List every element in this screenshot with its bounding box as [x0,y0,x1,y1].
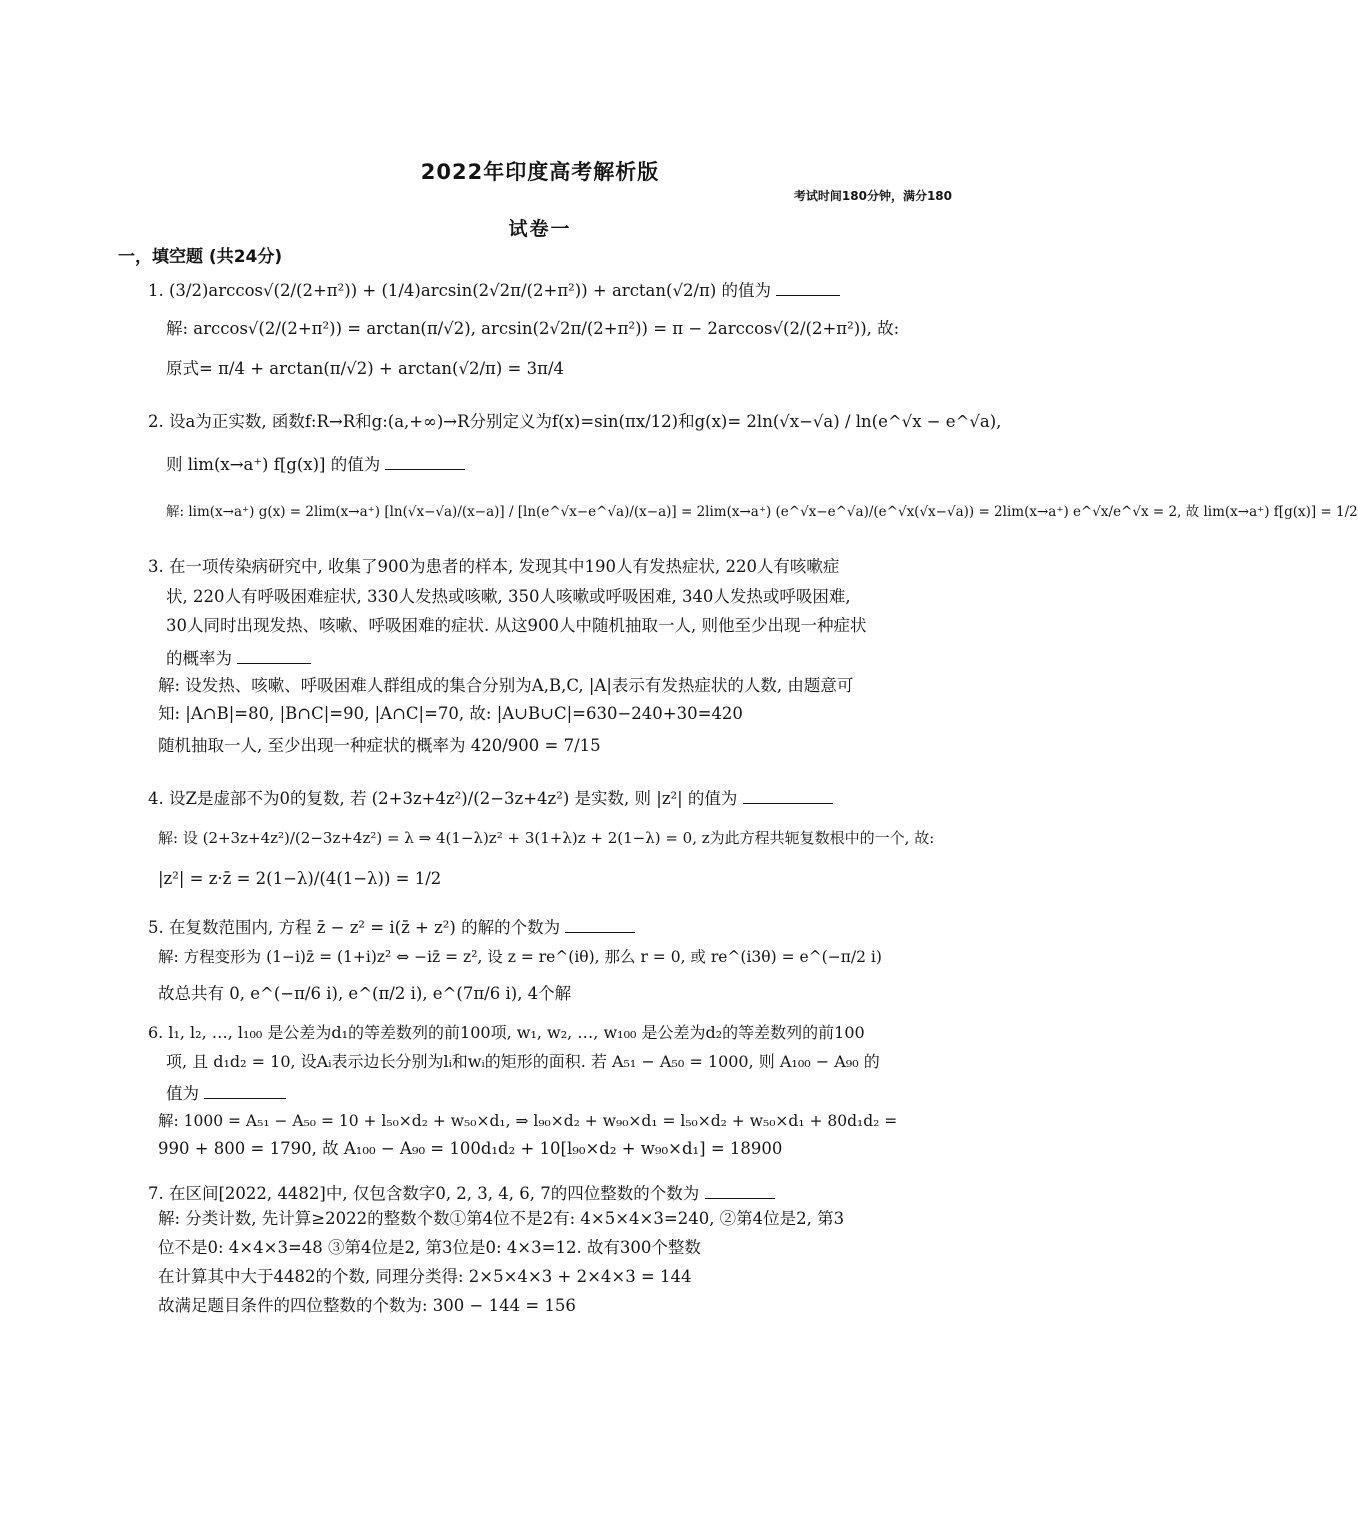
solution-line: 解: 方程变形为 (1−i)z̄ = (1+i)z² ⇔ −iz̄ = z², 设 z = re^(iθ), 那么 r = 0, 或 re^(i3θ) = e^(−π/2 i) [158,948,882,966]
solution-line: 解: 设 (2+3z+4z²)/(2−3z+4z²) = λ ⇒ 4(1−λ)z² + 3(1+λ)z + 2(1−λ) = 0, z为此方程共轭复数根中的一个, 故: [158,829,935,847]
solution-line: 故总共有 0, e^(−π/6 i), e^(π/2 i), e^(7π/6 i), 4个解 [158,984,572,1003]
solution-line: 解: lim(x→a⁺) g(x) = 2lim(x→a⁺) [ln(√x−√a)/(x−a)] / [ln(e^√x−e^√a)/(x−a)] = 2lim(x→a⁺) (e^√x−e^√a)/(e^√x(√x−√a)) = 2lim(x→a⁺) e^√x/e^√x = 2, 故 lim(x→a⁺) f[g(x)] = 1/2 [166,504,1358,520]
answer-blank [776,277,840,296]
solution-line: 知: |A∩B|=80, |B∩C|=90, |A∩C|=70, 故: |A∪B∪C|=630−240+30=420 [158,704,743,723]
paper-subtitle: 试卷一 [508,218,572,240]
section-heading: 一，填空题 (共24分) [118,247,283,267]
question-line [148,914,635,939]
question-line [166,1080,286,1105]
question-line: 2. 设a为正实数, 函数f:R→R和g:(a,+∞)→R分别定义为f(x)=sin(πx/12)和g(x)= 2ln(√x−√a) / ln(e^√x − e^√a), [148,412,1002,431]
solution-line: 解: 分类计数, 先计算≥2022的整数个数①第4位不是2有: 4×5×4×3=240, ②第4位是2, 第3 [158,1209,845,1228]
question-line [148,785,833,810]
line-text: 1. (3/2)arccos√(2/(2+π²)) + (1/4)arcsin(2√2π/(2+π²)) + arctan(√2/π) 的值为 [148,281,772,300]
question-line [166,645,311,670]
question-line [148,1180,775,1205]
solution-line: 在计算其中大于4482的个数, 同理分类得: 2×5×4×3 + 2×4×3 = 144 [158,1267,692,1286]
answer-blank [385,451,465,470]
question-line [166,451,465,476]
solution-line: 解: arccos√(2/(2+π²)) = arctan(π/√2), arcsin(2√2π/(2+π²)) = π − 2arccos√(2/(2+π²)), 故: [166,319,900,338]
exam-info: 考试时间180分钟，满分180 [793,189,952,203]
solution-line: 解: 1000 = A₅₁ − A₅₀ = 10 + l₅₀×d₂ + w₅₀×d₁, ⇒ l₉₀×d₂ + w₉₀×d₁ = l₅₀×d₂ + w₅₀×d₁ + 80d₁d₂ = [158,1112,898,1130]
answer-blank [204,1080,286,1099]
question-line: 6. l₁, l₂, …, l₁₀₀ 是公差为d₁的等差数列的前100项, w₁, w₂, …, w₁₀₀ 是公差为d₂的等差数列的前100 [148,1023,865,1042]
question-line: 状, 220人有呼吸困难症状, 330人发热或咳嗽, 350人咳嗽或呼吸困难, 340人发热或呼吸困难, [166,587,851,606]
solution-line: 随机抽取一人, 至少出现一种症状的概率为 420/900 = 7/15 [158,736,601,755]
line-text: 4. 设Z是虚部不为0的复数, 若 (2+3z+4z²)/(2−3z+4z²) 是实数, 则 |z²| 的值为 [148,789,738,808]
solution-line: 故满足题目条件的四位整数的个数为: 300 − 144 = 156 [158,1296,576,1315]
line-text: 5. 在复数范围内, 方程 z̄ − z² = i(z̄ + z²) 的解的个数为 [148,918,561,937]
line-text: 值为 [166,1084,199,1103]
solution-line: |z²| = z·z̄ = 2(1−λ)/(4(1−λ)) = 1/2 [158,869,442,888]
answer-blank [705,1180,775,1199]
page-title: 2022年印度高考解析版 [420,160,660,184]
question-line: 30人同时出现发热、咳嗽、呼吸困难的症状. 从这900人中随机抽取一人, 则他至少出现一种症状 [166,616,867,635]
solution-line: 位不是0: 4×4×3=48 ③第4位是2, 第3位是0: 4×3=12. 故有300个整数 [158,1238,701,1257]
solution-line: 990 + 800 = 1790, 故 A₁₀₀ − A₉₀ = 100d₁d₂ + 10[l₉₀×d₂ + w₉₀×d₁] = 18900 [158,1139,783,1158]
line-text: 则 lim(x→a⁺) f[g(x)] 的值为 [166,455,381,474]
question-line: 3. 在一项传染病研究中, 收集了900为患者的样本, 发现其中190人有发热症状, 220人有咳嗽症 [148,557,840,576]
answer-blank [743,785,833,804]
line-text: 的概率为 [166,649,232,668]
solution-line: 原式= π/4 + arctan(π/√2) + arctan(√2/π) = 3π/4 [166,359,565,378]
question-line [148,277,840,302]
solution-line: 解: 设发热、咳嗽、呼吸困难人群组成的集合分别为A,B,C, |A|表示有发热症状的人数, 由题意可 [158,676,854,695]
question-line: 项, 且 d₁d₂ = 10, 设Aᵢ表示边长分别为lᵢ和wᵢ的矩形的面积. 若 A₅₁ − A₅₀ = 1000, 则 A₁₀₀ − A₉₀ 的 [166,1052,880,1071]
answer-blank [237,645,311,664]
answer-blank [565,914,635,933]
line-text: 7. 在区间[2022, 4482]中, 仅包含数字0, 2, 3, 4, 6, 7的四位整数的个数为 [148,1184,700,1203]
